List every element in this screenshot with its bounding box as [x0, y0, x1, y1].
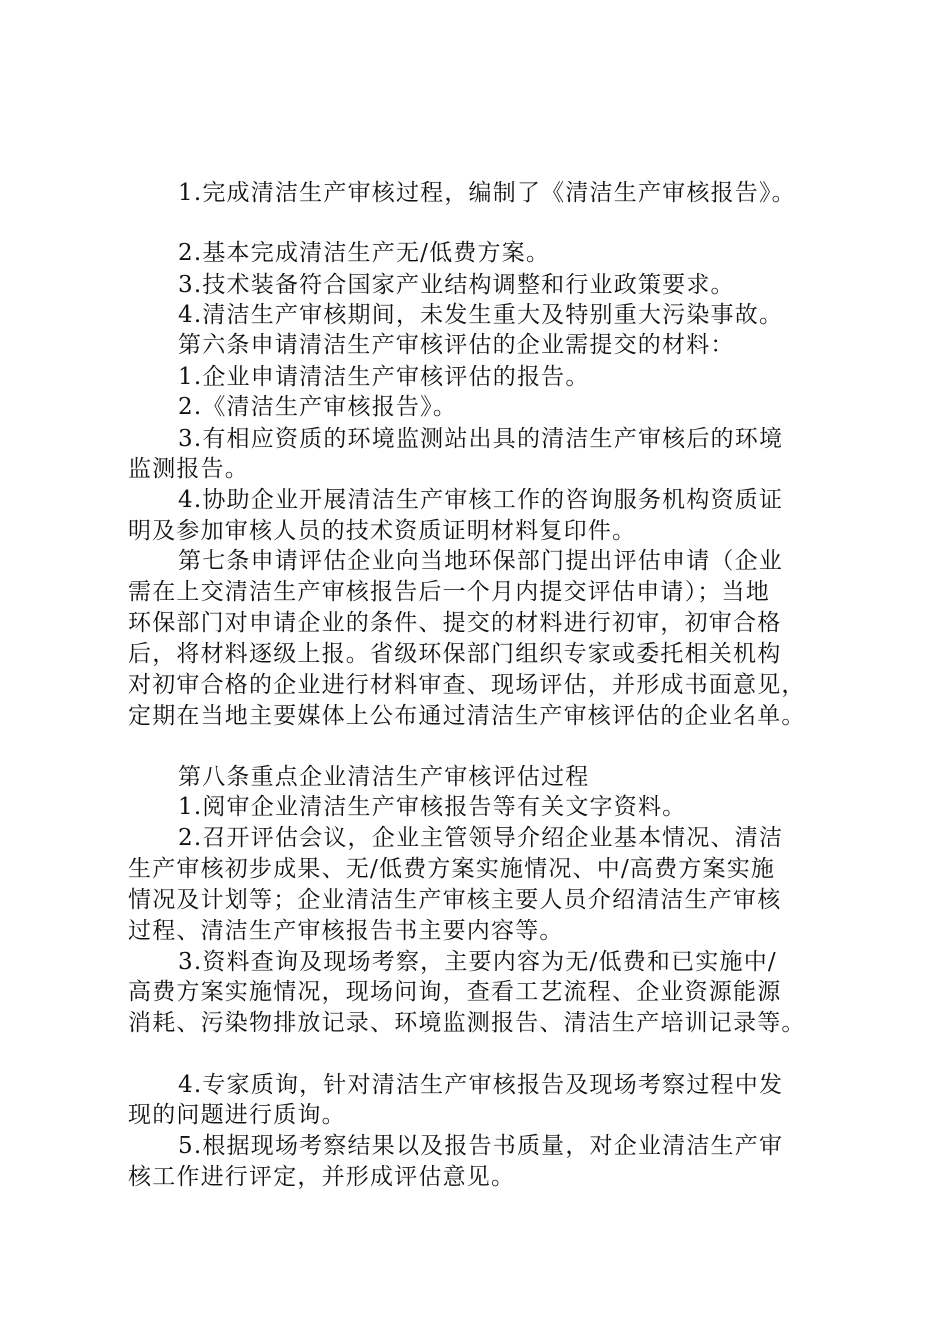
section-heading: 第七条申请评估企业向当地环保部门提出评估申请（企业 [178, 548, 783, 574]
paragraph-line: 2.《清洁生产审核报告》。 [178, 394, 458, 420]
paragraph-line: 5.根据现场考察结果以及报告书质量，对企业清洁生产审 [178, 1133, 784, 1159]
paragraph-line: 3.资料查询及现场考察，主要内容为无/低费和已实施中/ [178, 949, 777, 975]
section-heading: 第六条申请清洁生产审核评估的企业需提交的材料： [178, 332, 735, 358]
paragraph-line: 1.完成清洁生产审核过程，编制了《清洁生产审核报告》。 [178, 180, 796, 206]
paragraph-line: 定期在当地主要媒体上公布通过清洁生产审核评估的企业名单。 [128, 703, 806, 729]
paragraph-line: 环保部门对申请企业的条件、提交的材料进行初审，初审合格 [128, 610, 782, 636]
paragraph-line: 4.清洁生产审核期间，未发生重大及特别重大污染事故。 [178, 302, 784, 328]
paragraph-line: 2.基本完成清洁生产无/低费方案。 [178, 240, 551, 266]
paragraph-line: 监测报告。 [128, 456, 249, 482]
paragraph-line: 对初审合格的企业进行材料审查、现场评估，并形成书面意见， [128, 672, 806, 698]
paragraph-line: 4.专家质询，针对清洁生产审核报告及现场考察过程中发 [178, 1072, 784, 1098]
section-heading: 第八条重点企业清洁生产审核评估过程 [178, 764, 590, 790]
paragraph-line: 现的问题进行质询。 [128, 1102, 346, 1128]
paragraph-line: 3.技术装备符合国家产业结构调整和行业政策要求。 [178, 272, 735, 298]
paragraph-line: 情况及计划等；企业清洁生产审核主要人员介绍清洁生产审核 [128, 887, 782, 913]
paragraph-line: 3.有相应资质的环境监测站出具的清洁生产审核后的环境 [178, 426, 784, 452]
paragraph-line: 4.协助企业开展清洁生产审核工作的咨询服务机构资质证 [178, 487, 784, 513]
paragraph-line: 明及参加审核人员的技术资质证明材料复印件。 [128, 518, 637, 544]
paragraph-line: 核工作进行评定，并形成评估意见。 [128, 1164, 516, 1190]
paragraph-line: 高费方案实施情况，现场问询，查看工艺流程、企业资源能源 [128, 979, 782, 1005]
paragraph-line: 过程、清洁生产审核报告书主要内容等。 [128, 918, 564, 944]
paragraph-line: 后，将材料逐级上报。省级环保部门组织专家或委托相关机构 [128, 641, 782, 667]
paragraph-line: 1.企业申请清洁生产审核评估的报告。 [178, 364, 590, 390]
paragraph-line: 需在上交清洁生产审核报告后一个月内提交评估申请）；当地 [128, 579, 770, 605]
paragraph-line: 2.召开评估会议，企业主管领导介绍企业基本情况、清洁 [178, 825, 784, 851]
paragraph-line: 生产审核初步成果、无/低费方案实施情况、中/高费方案实施 [128, 856, 776, 882]
paragraph-line: 1.阅审企业清洁生产审核报告等有关文字资料。 [178, 794, 687, 820]
paragraph-line: 消耗、污染物排放记录、环境监测报告、清洁生产培训记录等。 [128, 1010, 806, 1036]
